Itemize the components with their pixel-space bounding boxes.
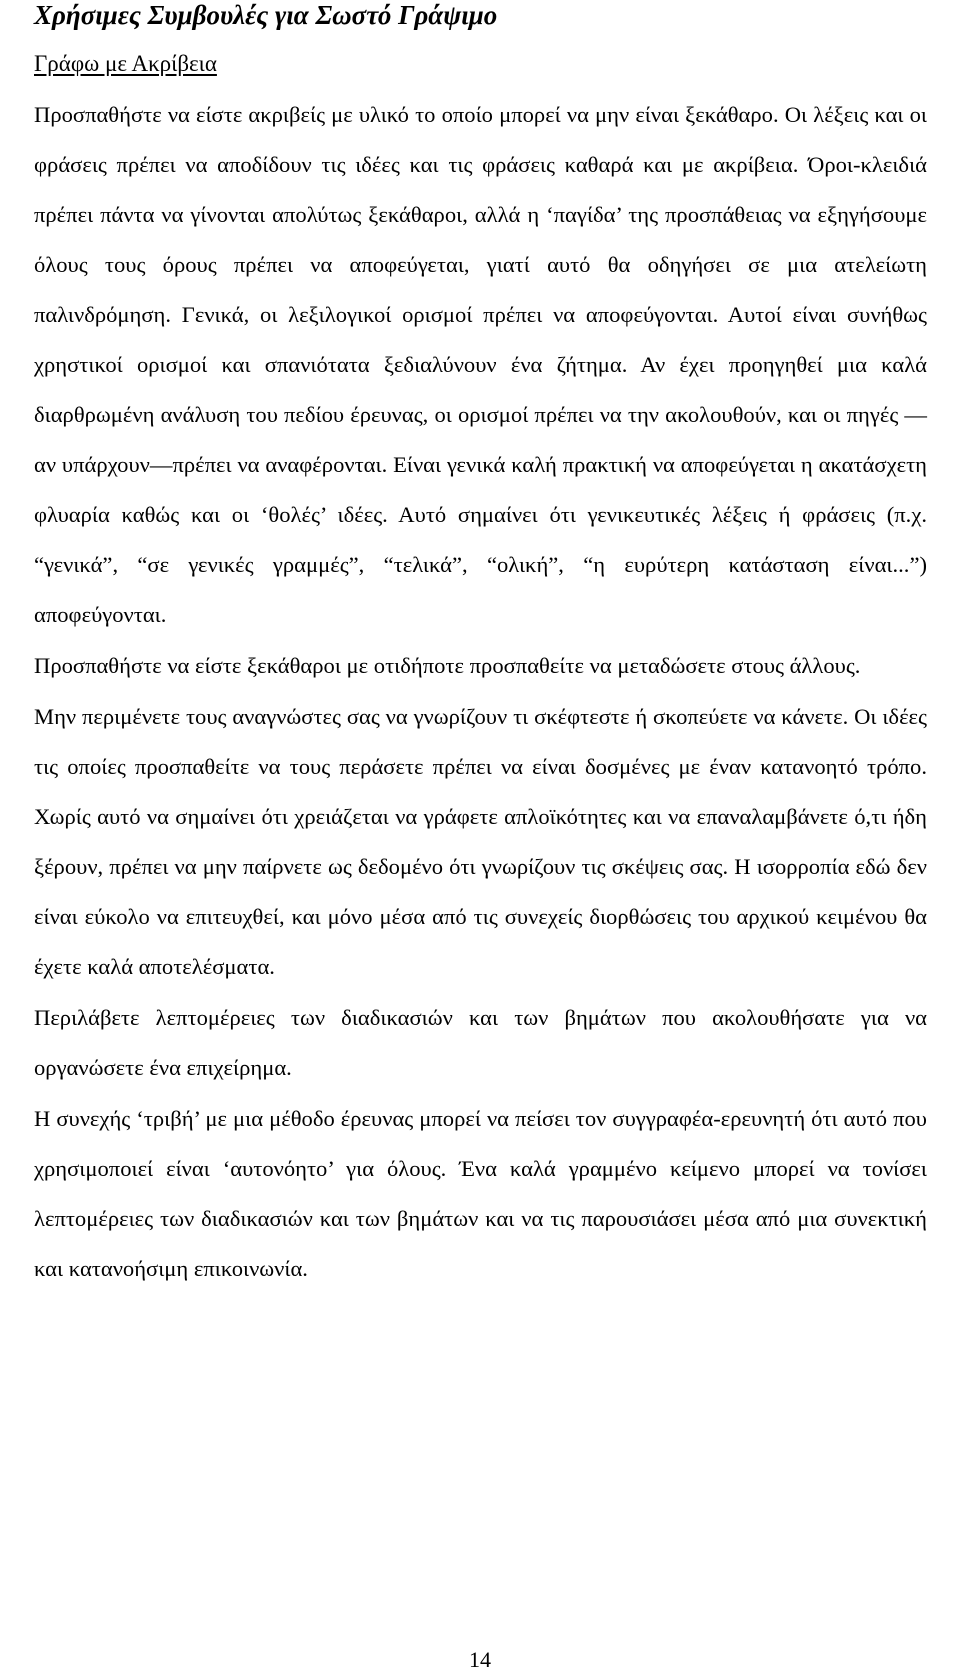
- paragraph-clarity: Προσπαθήστε να είστε ξεκάθαροι με οτιδήποτε προσπαθείτε να μεταδώσετε στους άλλους.: [34, 653, 861, 678]
- page-number: 14: [469, 1647, 491, 1672]
- paragraph-precision: Προσπαθήστε να είστε ακριβείς με υλικό το οποίο μπορεί να μην είναι ξεκάθαρο. Οι λέξεις και οι φράσεις πρέπει να αποδίδουν τις ιδέες και τις φράσεις καθαρά και με ακρίβεια. Όροι-κλειδιά πρέπει πάντα να γίνονται απολύτως ξεκάθαροι, αλλά η ‘παγίδα’ της προσπάθειας να εξηγήσουμε όλους τους όρους πρέπει να αποφεύγεται, γιατί αυτό θα οδηγήσει σε μια ατελείωτη παλινδρόμηση. Γενικά, οι λεξιλογικοί ορισμοί πρέπει να αποφεύγονται. Αυτοί είναι συνήθως χρηστικοί ορισμοί και σπανιότατα ξεδιαλύνουν ένα ζήτημα. Αν έχει προηγηθεί μια καλά διαρθρωμένη ανάλυση του πεδίου έρευνας, οι ορισμοί πρέπει να την ακολουθούν, και οι πηγές —αν υπάρχουν—πρέπει να αναφέρονται. Είναι γενικά καλή πρακτική να αποφεύγεται η ακατάσχετη φλυαρία καθώς και οι ‘θολές’ ιδέες. Αυτό σημαίνει ότι γενικευτικές λέξεις ή φράσεις (π.χ. “γενικά”, “σε γενικές γραμμές”, “τελικά”, “ολική”, “η ευρύτερη κατάσταση είναι...”) αποφεύγονται.: [34, 102, 927, 627]
- section-subheading: Γράφω με Ακρίβεια: [34, 51, 217, 76]
- paragraph-procedures: Περιλάβετε λεπτομέρειες των διαδικασιών και των βημάτων που ακολουθήσατε για να οργανώσετε ένα επιχείρημα.: [34, 1005, 927, 1080]
- paragraph-method: Η συνεχής ‘τριβή’ με μια μέθοδο έρευνας μπορεί να πείσει τον συγγραφέα-ερευνητή ότι αυτό που χρησιμοποιεί είναι ‘αυτονόητο’ για όλους. Ένα καλά γραμμένο κείμενο μπορεί να τονίσει λεπτομέρειες των διαδικασιών και των βημάτων και να τις παρουσιάσει μέσα από μια συνεκτική και κατανοήσιμη επικοινωνία.: [34, 1106, 927, 1281]
- document-page: [34, 0, 927, 1294]
- page-title: Χρήσιμες Συμβουλές για Σωστό Γράψιμο: [34, 0, 498, 30]
- paragraph-readers: Μην περιμένετε τους αναγνώστες σας να γνωρίζουν τι σκέφτεστε ή σκοπεύετε να κάνετε. Οι ιδέες τις οποίες προσπαθείτε να τους περάσετε πρέπει να είναι δοσμένες με έναν κατανοητό τρόπο. Χωρίς αυτό να σημαίνει ότι χρειάζεται να γράφετε απλοϊκότητες και να επαναλαμβάνετε ό,τι ήδη ξέρουν, πρέπει να μην παίρνετε ως δεδομένο ότι γνωρίζουν τις σκέψεις σας. Η ισορροπία εδώ δεν είναι εύκολο να επιτευχθεί, και μόνο μέσα από τις συνεχείς διορθώσεις του αρχικού κειμένου θα έχετε καλά αποτελέσματα.: [34, 704, 927, 979]
